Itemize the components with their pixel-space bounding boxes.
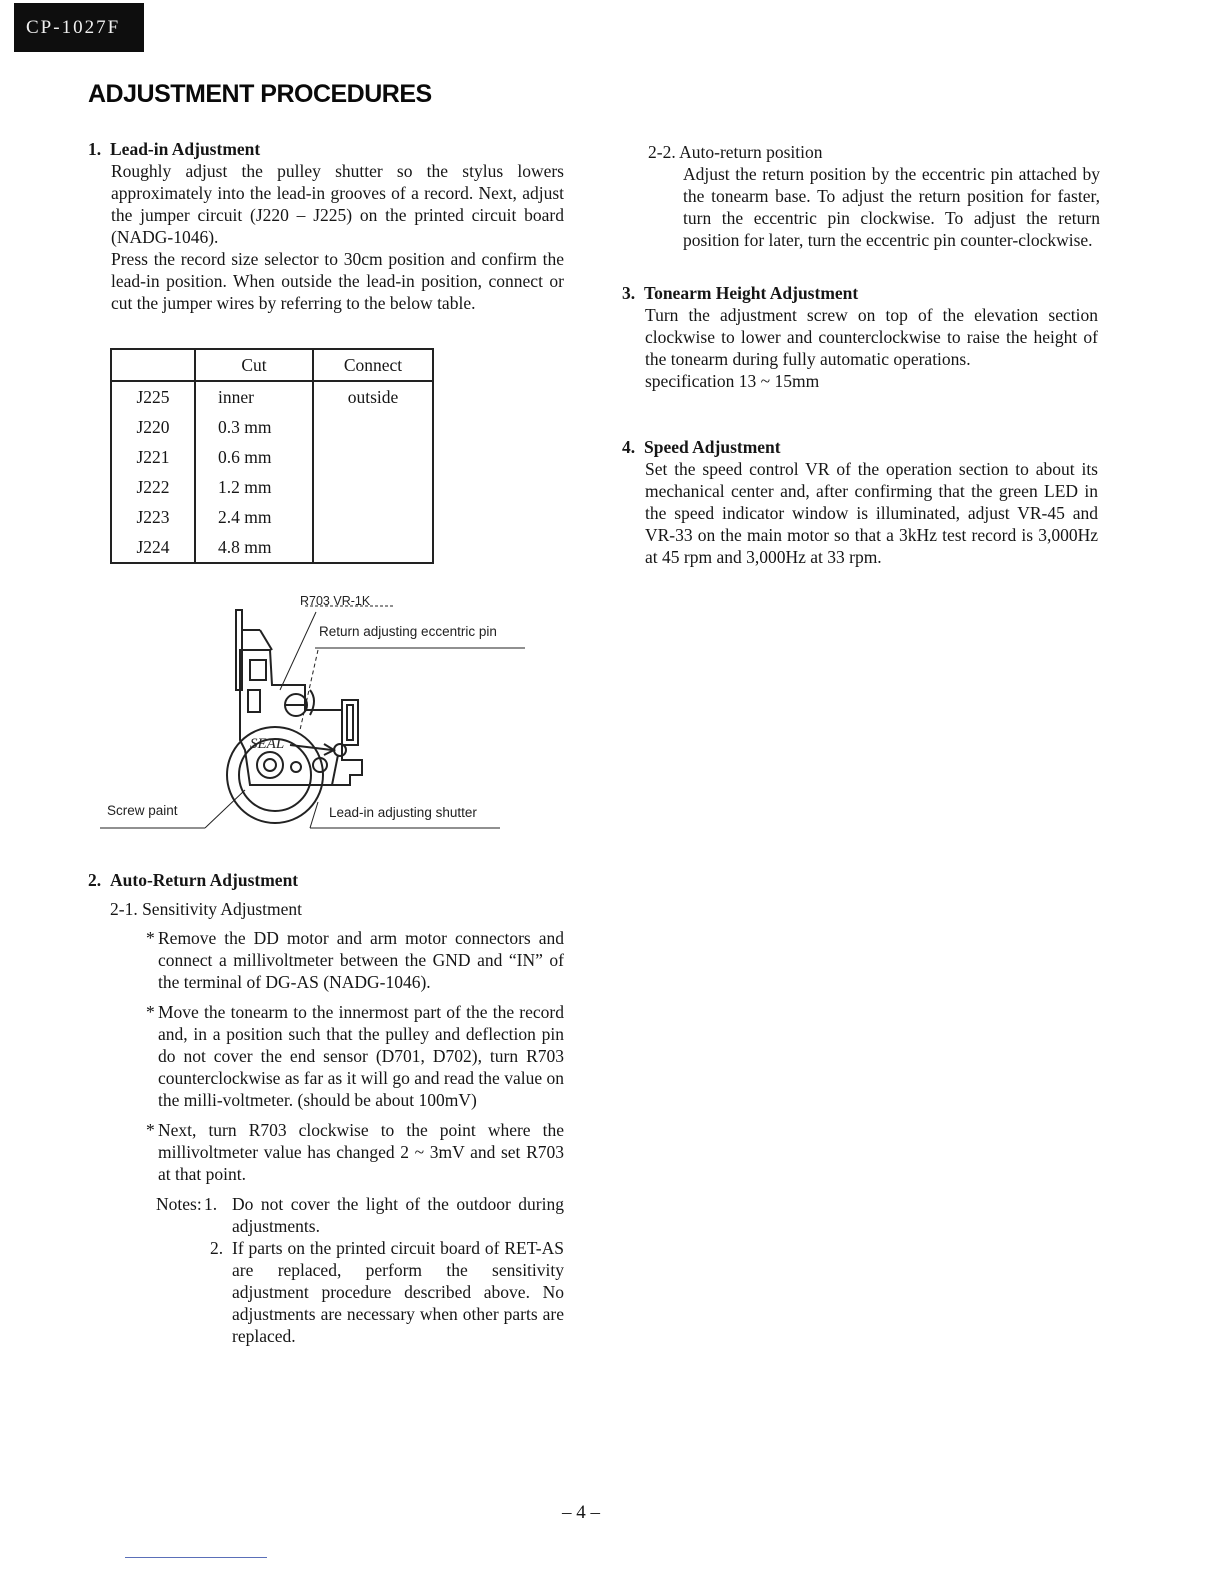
table-row: J224 4.8 mm	[111, 532, 433, 563]
section-paragraph: Roughly adjust the pulley shutter so the stylus lowers approximately into the lead-in grooves of a record. Next, adjust the jumper circuit (J220 – J225) on the printed circuit board (NADG-1046).	[111, 161, 564, 247]
bullet-list	[88, 927, 564, 1185]
section-lead-in	[88, 138, 564, 314]
seal-label: SEAL	[250, 736, 285, 752]
diagram-label-screw-paint: Screw paint	[107, 803, 178, 818]
diagram-label-r703: R703 VR-1K	[300, 594, 371, 608]
table-header-cell: Connect	[313, 349, 433, 381]
page-title: ADJUSTMENT PROCEDURES	[88, 80, 432, 108]
subsection-title: 2-2. Auto-return position	[648, 142, 823, 162]
notes	[88, 1193, 564, 1347]
section-heading: 3. Tonearm Height Adjustment	[622, 283, 859, 303]
note-item: 1. Do not cover the light of the outdoor during adjustments.	[204, 1194, 564, 1236]
section-paragraph: Adjust the return position by the eccentric pin attached by the tonearm base. To adjust the return position for faster, turn the eccentric pin clockwise. To adjust the return position for later, turn the eccentric pin counter-clockwise.	[683, 164, 1100, 250]
section-auto-return-position	[648, 141, 1100, 251]
specification: specification 13 ~ 15mm	[645, 371, 820, 391]
list-item: * Move the tonearm to the innermost part of the the record and, in a position such that the pulley and deflection pin do not cover the end sensor (D701, D702), turn R703 counterclockwise as far as it will go and read the value on the milli-voltmeter. (should be about 100mV)	[146, 1002, 564, 1110]
section-speed	[622, 436, 1098, 568]
model-tag: CP-1027F	[14, 3, 144, 52]
section-paragraph: Turn the adjustment screw on top of the elevation section clockwise to lower and counterclockwise to raise the height of the tonearm during fully automatic operations.	[645, 305, 1098, 369]
section-paragraph: Set the speed control VR of the operation section to about its mechanical center and, after confirming that the green LED in the speed indicator window is illuminated, adjust VR-45 and VR-33 on the main motor so that a 3kHz test record is 3,000Hz at 45 rpm and 3,000Hz at 33 rpm.	[645, 459, 1098, 567]
notes-label: Notes:	[156, 1194, 202, 1214]
section-tonearm-height	[622, 282, 1098, 392]
table-header-row	[111, 349, 433, 381]
page-number: – 4 –	[562, 1502, 600, 1523]
table-row: J221 0.6 mm	[111, 442, 433, 472]
table-row: J223 2.4 mm	[111, 502, 433, 532]
table-row: J222 1.2 mm	[111, 472, 433, 502]
list-item: * Remove the DD motor and arm motor connectors and connect a millivoltmeter between the GND and “IN” of the terminal of DG-AS (NADG-1046).	[146, 928, 564, 992]
subsection-title: 2-1. Sensitivity Adjustment	[110, 899, 303, 919]
diagram-label-shutter: Lead-in adjusting shutter	[329, 805, 477, 820]
jumper-table	[110, 348, 434, 564]
list-item: * Next, turn R703 clockwise to the point where the millivoltmeter value has changed 2 ~ 3mV and set R703 at that point.	[146, 1120, 564, 1184]
note-item: 2. If parts on the printed circuit board of RET-AS are replaced, perform the sensitivity adjustment procedure described above. No adjustments are necessary when other parts are replaced.	[210, 1238, 564, 1346]
table-header-cell: Cut	[195, 349, 313, 381]
table-row: J220 0.3 mm	[111, 412, 433, 442]
section-paragraph: Press the record size selector to 30cm position and confirm the lead-in position. When outside the lead-in position, connect or cut the jumper wires by referring to the below table.	[111, 249, 564, 313]
section-auto-return	[88, 869, 564, 1347]
section-heading: 1. Lead-in Adjustment	[88, 139, 261, 159]
diagram-label-return-pin: Return adjusting eccentric pin	[319, 624, 497, 639]
footer-rule	[125, 1557, 267, 1558]
table-header-cell	[111, 349, 195, 381]
section-heading: 2. Auto-Return Adjustment	[88, 870, 299, 890]
table-row: J225 inner outside	[111, 381, 433, 412]
section-heading: 4. Speed Adjustment	[622, 437, 781, 457]
